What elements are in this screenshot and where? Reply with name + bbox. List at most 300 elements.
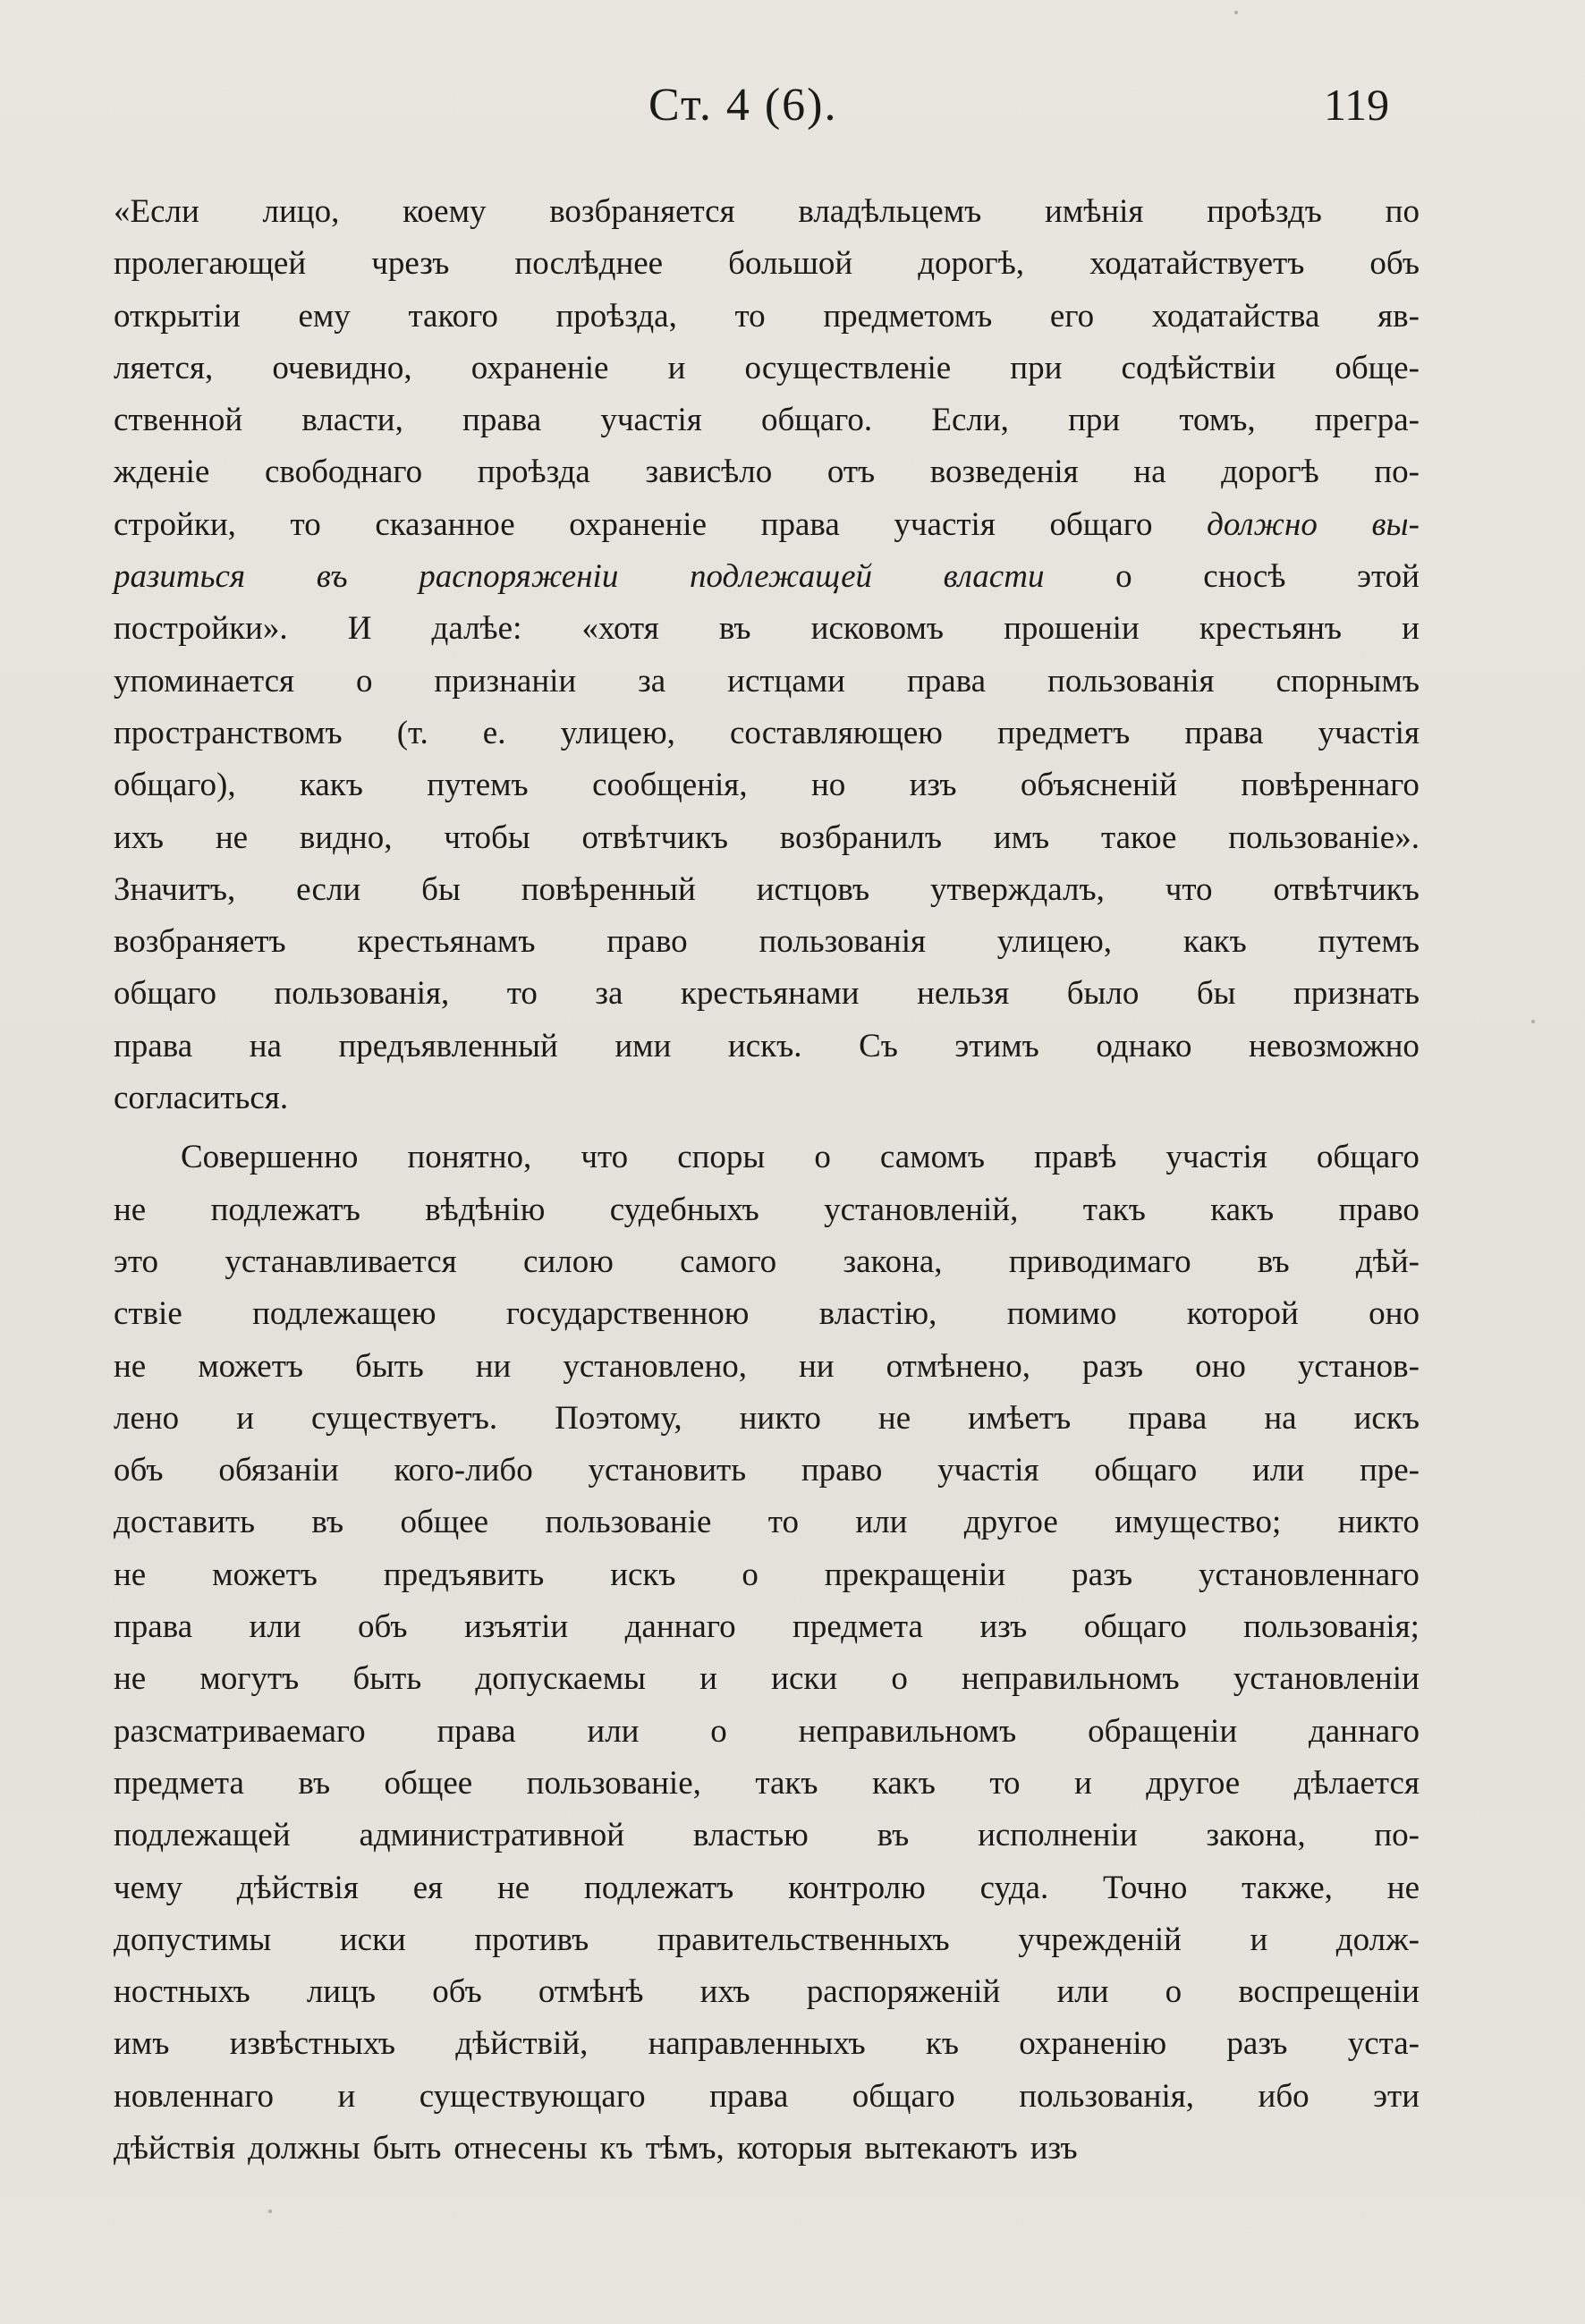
word: доставить [114,1504,256,1541]
word: какъ [299,767,363,804]
word: допускаемы [475,1660,646,1698]
word: права [437,1712,516,1750]
word: то [734,297,766,335]
word: или [587,1712,640,1750]
word: право [801,1452,883,1489]
word: ностныхъ [114,1973,250,2011]
word: подлежатъ [210,1191,360,1228]
word: и [1402,610,1420,648]
paper-speck [1234,11,1238,14]
word: бы [421,870,461,908]
word: составляющею [729,714,943,751]
word: свободнаго [264,454,423,491]
word: возбраняется [549,193,735,230]
word: о [742,1556,759,1593]
word: пользованія [1047,662,1215,700]
word: то [989,1764,1021,1802]
article-heading: Ст. 4 (6). [648,80,838,131]
word: на [1133,454,1166,491]
text-line [114,1810,1420,1862]
word: быть [355,1347,424,1385]
word: возбранилъ [779,818,943,856]
word: и [699,1660,717,1698]
word: или [855,1504,908,1541]
text-line [114,1862,1420,1914]
word: возведенія [929,454,1079,491]
word: дорогѣ [1221,454,1319,491]
word: объ [432,1973,482,2011]
word: было [1066,975,1140,1013]
word: пользованія, [274,975,450,1013]
word: не [114,1191,147,1228]
word: отмѣнено, [886,1347,1031,1385]
word: то [506,975,538,1013]
word: общее [384,1764,473,1802]
paper-speck [268,2209,272,2213]
word: предъявить [383,1556,545,1593]
word: спорнымъ [1276,662,1420,700]
word: никто [739,1399,821,1437]
word: проѣздъ [1207,193,1322,230]
word: объ [114,1452,164,1489]
word: улицею, [996,923,1113,961]
word: общаго. [760,402,873,439]
word: что [1165,870,1213,908]
text-line [114,186,1420,238]
word: ихъ [114,818,165,856]
word: пользованіе». [1228,818,1420,856]
word: и [1250,1921,1268,1958]
word: къ [599,2129,633,2167]
word: контролю [788,1869,926,1906]
word: но [810,767,846,804]
word: въ [718,610,751,648]
word: лицъ [306,1973,377,2011]
word: права [1128,1399,1208,1437]
word: участія [1318,714,1420,751]
word: охраненію [1019,2025,1167,2063]
word: быть [372,2129,442,2167]
word: стройки, [114,505,236,543]
word: не [114,1660,147,1698]
word: имущество; [1115,1504,1282,1541]
word: понятно, [407,1139,532,1176]
word: эти [1373,2077,1420,2115]
word: открытіи [114,297,241,335]
word: искъ [610,1556,676,1593]
word: зависѣло [645,454,773,491]
word: его [1049,297,1095,335]
word: ими [615,1027,672,1064]
word: и [667,349,686,386]
text-line [114,1914,1420,1966]
word: или [1056,1973,1109,2011]
text-line [114,291,1420,343]
word: осуществленіе [744,349,952,386]
word: другое [963,1504,1058,1541]
word: которыя [736,2129,852,2167]
word: предметъ [997,714,1131,751]
word: охраненіе [470,349,609,386]
word: права [709,2077,789,2115]
word: закона, [1206,1817,1306,1854]
word: установленіи [1233,1660,1420,1698]
word: можетъ [212,1556,318,1593]
word: властію, [818,1295,937,1333]
word: власти, [301,402,403,439]
word: направленныхъ [648,2025,866,2063]
word: крестьянъ [1199,610,1343,648]
word: отнесены [453,2129,588,2167]
word: общаго [852,2077,955,2115]
word: общаго [1083,1608,1187,1646]
word: очевидно, [272,349,412,386]
word: такъ [755,1764,818,1802]
text-line [114,499,1420,551]
word: властью [692,1817,809,1854]
text-line [114,916,1420,968]
word: участія [937,1452,1039,1489]
word: утверждалъ, [930,870,1105,908]
word: лицо, [262,193,340,230]
word: прегра- [1314,402,1420,439]
word: возбраняетъ [114,923,286,961]
text-line [114,394,1420,446]
word: споры [677,1139,766,1176]
word: уста- [1347,2025,1420,2063]
word: пространствомъ [114,714,343,751]
word: установлено, [563,1347,747,1385]
word: не [496,1869,530,1906]
word: по [1385,193,1420,230]
word: предметомъ [823,297,993,335]
text-line [114,2071,1420,2123]
word: о [1115,558,1132,596]
word: Совершенно [181,1139,359,1176]
word: установленій, [824,1191,1019,1228]
word: не [877,1399,911,1437]
text-line [114,1445,1420,1497]
word: неправильномъ [961,1660,1180,1698]
word: права [462,402,542,439]
word: дѣйствій, [455,2025,589,2063]
word: или [249,1608,301,1646]
word: права [1184,714,1264,751]
word: не [114,1347,147,1385]
word: постройки». [114,610,288,648]
word: исполненіи [978,1817,1138,1854]
word: быть [352,1660,422,1698]
text-line [114,1393,1420,1445]
word: иски [339,1921,406,1958]
text-line [114,708,1420,759]
word: Точно [1103,1869,1188,1906]
word: допустимы [114,1921,272,1958]
word: дорогѣ, [918,245,1025,283]
word: силою [523,1243,614,1280]
text-line [114,603,1420,655]
word: противъ [474,1921,589,1958]
word: за [638,662,666,700]
text-line [114,1184,1420,1236]
word: не [1386,1869,1420,1906]
word: дѣйствія [114,2129,236,2167]
word: при [1010,349,1063,386]
word: помимо [1006,1295,1117,1333]
word: повѣреннаго [1241,767,1420,804]
text-line [114,238,1420,290]
word: крестьянамъ [357,923,536,961]
word: оно [1369,1295,1420,1333]
word: ни [475,1347,512,1385]
word: подлежащею [252,1295,437,1333]
word: общаго [1316,1139,1420,1176]
word: правительственныхъ [657,1921,950,1958]
word: невозможно [1249,1027,1420,1064]
word: о [814,1139,831,1176]
word: распоряженій [806,1973,1001,2011]
word: имѣетъ [968,1399,1072,1437]
word: пользованіе, [526,1764,701,1802]
word: установленнаго [1199,1556,1420,1593]
word: какъ [1182,923,1247,961]
word: предъявленный [338,1027,558,1064]
word: признать [1293,975,1420,1013]
word: объ [1369,245,1420,283]
text-line [114,1966,1420,2018]
word: пользованія; [1243,1608,1420,1646]
word: прекращеніи [824,1556,1006,1593]
word: подлежатъ [584,1869,734,1906]
word: дѣлается [1293,1764,1420,1802]
word: государственною [505,1295,750,1333]
word: упоминается [114,662,295,700]
body-text [114,186,1420,2175]
word: отвѣтчикъ [1273,870,1420,908]
word: обязаніи [218,1452,339,1489]
word: права [760,505,840,543]
word: жденіе [114,454,210,491]
word: разъ [1082,1347,1144,1385]
text-line [114,759,1420,811]
word: обращеніи [1088,1712,1238,1750]
word: общаго), [114,767,236,804]
text-line [114,1021,1420,1073]
word: право [606,923,688,961]
word: что [581,1139,629,1176]
word: къ [925,2025,959,2063]
word: имъ [114,2025,170,2063]
word: истцовъ [756,870,870,908]
italic-word: распоряженіи [419,558,619,596]
word: неправильномъ [798,1712,1017,1750]
word: и [1074,1764,1092,1802]
word: пользованіе [545,1504,712,1541]
word: въ [298,1764,331,1802]
word: содѣйствіи [1121,349,1276,386]
word: иски [771,1660,838,1698]
word: это [114,1243,159,1280]
word: (т. [396,714,428,751]
word: общаго [1049,505,1153,543]
word: за [595,975,623,1013]
word: ходатайства [1151,297,1320,335]
word: существующаго [419,2077,646,2115]
word: такого [408,297,498,335]
word: нельзя [917,975,1010,1013]
word: Съ [859,1027,898,1064]
word: установить [588,1452,747,1489]
word: улицею, [560,714,675,751]
word: отвѣтчикъ [581,818,728,856]
word: установ- [1297,1347,1420,1385]
word: пролегающей [114,245,307,283]
word: разъ [1226,2025,1288,2063]
word: изъ [979,1608,1028,1646]
word: кого-либо [394,1452,533,1489]
word: не [114,1556,147,1593]
word: о [710,1712,727,1750]
word: проѣзда [477,454,590,491]
word: такое [1100,818,1177,856]
word: сообщенія, [592,767,748,804]
text-line [114,446,1420,498]
word: если [296,870,361,908]
word: путемъ [427,767,529,804]
word: ихъ [699,1973,750,2011]
text-line [114,1073,1420,1124]
text-line [114,812,1420,864]
italic-word: вы- [1371,505,1420,543]
word: искъ. [727,1027,802,1064]
word: ляется, [114,349,214,386]
word: воспрещеніи [1238,1973,1420,2011]
text-line [114,2123,1420,2175]
text-line [114,1706,1420,1758]
word: и [337,2077,356,2115]
word: томъ, [1179,402,1256,439]
word: Поэтому, [555,1399,682,1437]
word: на [1264,1399,1297,1437]
word: участія [894,505,996,543]
text-line [114,551,1420,603]
word: на [249,1027,282,1064]
word: вытекаютъ [864,2129,1018,2167]
text-line [114,1549,1420,1601]
word: разъ [1072,1556,1133,1593]
italic-word: власти [943,558,1045,596]
word: объ [358,1608,408,1646]
word: «хотя [581,610,659,648]
word: видно, [299,818,393,856]
word: путемъ [1318,923,1420,961]
word: признаніи [434,662,577,700]
text-line [114,1132,1420,1183]
word: проѣзда, [555,297,677,335]
word: ибо [1258,2077,1310,2115]
word: ственной [114,402,243,439]
word: далѣе: [431,610,522,648]
word: новленнаго [114,2077,274,2115]
word: отмѣнѣ [538,1973,644,2011]
word: какъ [871,1764,936,1802]
italic-word: разиться [114,558,246,596]
word: о [355,662,373,700]
word: охраненіе [569,505,707,543]
word: даннаго [624,1608,736,1646]
word: какъ [1210,1191,1275,1228]
word: правѣ [1034,1139,1117,1176]
word: также, [1242,1869,1333,1906]
word: другое [1146,1764,1241,1802]
word: прошеніи [1004,610,1140,648]
word: приводимаго [1008,1243,1191,1280]
word: предмета [114,1764,244,1802]
word: имѣнія [1044,193,1144,230]
running-header [0,79,1585,141]
word: ходатайствуетъ [1089,245,1305,283]
word: Если, [931,402,1009,439]
word: общаго [1094,1452,1198,1489]
word: дѣйствія [236,1869,359,1906]
word: извѣстныхъ [229,2025,396,2063]
text-line [114,968,1420,1020]
word: чему [114,1869,182,1906]
word: ни [798,1347,835,1385]
word: права [906,662,987,700]
paragraph [114,186,1420,1124]
word: въ [1257,1243,1290,1280]
word: о [1165,1973,1182,2011]
word: разсматриваемаго [114,1712,366,1750]
paragraph [114,1132,1420,2175]
word: долж- [1335,1921,1420,1958]
word: этой [1357,558,1420,596]
word: права [114,1608,193,1646]
word: въ [877,1817,910,1854]
word: лено [114,1399,180,1437]
word: истцами [727,662,845,700]
word: должны [248,2129,360,2167]
word: права [114,1027,193,1064]
text-line [114,1236,1420,1288]
word: тѣмъ, [645,2129,725,2167]
word: устанавливается [225,1243,457,1280]
word: существуетъ. [311,1399,498,1437]
text-line [114,1497,1420,1548]
word: изъ [1030,2129,1078,2167]
word: подлежащей [114,1817,291,1854]
word: никто [1337,1504,1420,1541]
word: или [1252,1452,1305,1489]
word: чрезъ [371,245,450,283]
text-line [114,1601,1420,1653]
text-line [114,656,1420,708]
word: согласиться. [114,1080,289,1117]
word: сказанное [375,505,515,543]
text-line [114,1653,1420,1705]
word: участія [1165,1139,1267,1176]
word: по- [1374,1817,1420,1854]
text-line [114,1288,1420,1340]
text-line [114,2018,1420,2070]
word: изъ [909,767,957,804]
word: не [215,818,249,856]
word: И [347,610,372,648]
word: такъ [1082,1191,1146,1228]
page-number: 119 [1324,80,1390,130]
word: ея [412,1869,444,1906]
